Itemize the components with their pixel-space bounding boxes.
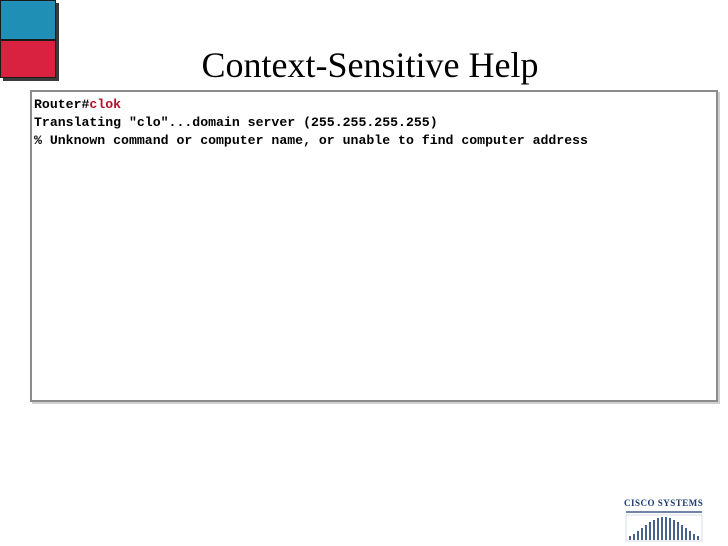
cisco-systems-logo [624,498,704,542]
cisco-bridge-icon [624,498,704,542]
corner-logo-blue-block [0,0,56,40]
terminal-output-box [30,90,718,402]
terminal-prompt-line [34,96,716,114]
cisco-logo-text: CISCO SYSTEMS [624,498,704,508]
terminal-line: % Unknown command or computer name, or unable to find computer address [34,133,588,148]
terminal-prompt: Router# [34,97,90,112]
terminal-command: clok [89,97,122,112]
slide-title: Context-Sensitive Help [201,45,539,85]
terminal-line: Translating "clo"...domain server (255.255.255.255) [34,115,438,130]
